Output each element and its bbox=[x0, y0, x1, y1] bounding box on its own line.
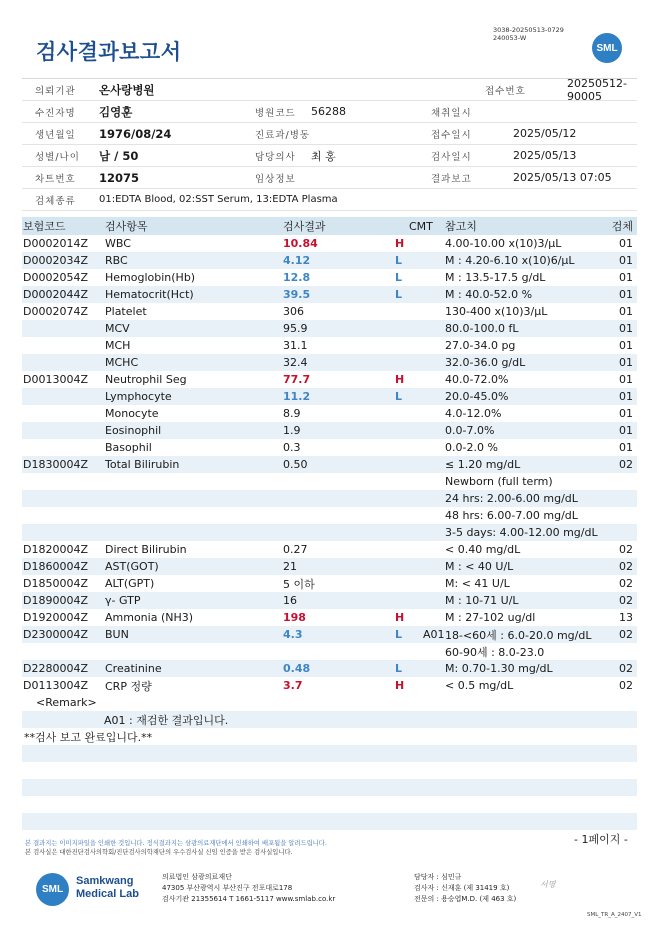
cell-spec: 02 bbox=[619, 560, 633, 573]
blank-row bbox=[22, 796, 637, 813]
info-row bbox=[22, 145, 637, 167]
table-row bbox=[22, 439, 637, 456]
cell-code: D1920004Z bbox=[23, 611, 88, 624]
specimen-label: 검체종류 bbox=[35, 195, 76, 207]
cell-flag: L bbox=[395, 271, 403, 284]
cell-spec: 01 bbox=[619, 254, 633, 267]
info-row bbox=[22, 101, 637, 123]
cell-result: 306 bbox=[283, 305, 304, 318]
cell-name: Total Bilirubin bbox=[105, 458, 180, 471]
collect-label: 채취일시 bbox=[431, 107, 472, 119]
company-name-line-2: Medical Lab bbox=[76, 888, 139, 900]
cell-spec: 02 bbox=[619, 662, 633, 675]
table-row bbox=[22, 609, 637, 626]
cell-code: D0002034Z bbox=[23, 254, 88, 267]
staff-info bbox=[414, 872, 516, 905]
cell-flag: L bbox=[395, 254, 403, 267]
cell-name: Ammonia (NH3) bbox=[105, 611, 194, 624]
notice-line-2: 본 검사실은 대한진단검사의학회/진단검사의학재단의 우수검사실 신임 인증을 받은 검사실입니다. bbox=[25, 849, 293, 856]
end-row bbox=[22, 728, 637, 745]
cell-spec: 01 bbox=[619, 237, 633, 250]
cell-ref: M : 27-102 ug/dl bbox=[445, 611, 536, 624]
cell-result: 0.3 bbox=[283, 441, 301, 454]
cell-code: D0013004Z bbox=[23, 373, 88, 386]
cell-name: Creatinine bbox=[105, 662, 162, 675]
cell-ref: 0.0-2.0 % bbox=[445, 441, 498, 454]
cell-spec: 01 bbox=[619, 407, 633, 420]
staff-line-3: 전문의 : 용승엽M.D. (제 463 호) bbox=[414, 895, 517, 903]
cell-ref: < 0.40 mg/dL bbox=[445, 543, 521, 556]
cell-spec: 02 bbox=[619, 543, 633, 556]
cell-result: 0.48 bbox=[283, 662, 311, 675]
cell-code: D1820004Z bbox=[23, 543, 88, 556]
table-row bbox=[22, 354, 637, 371]
cell-ref: M : < 40 U/L bbox=[445, 560, 514, 573]
signature: 서명 bbox=[540, 880, 556, 889]
cell-name: RBC bbox=[105, 254, 128, 267]
cell-spec: 01 bbox=[619, 356, 633, 369]
cell-result: 12.8 bbox=[283, 271, 311, 284]
clinical-label: 임상정보 bbox=[255, 173, 296, 185]
info-row bbox=[22, 78, 637, 101]
chart-value: 12075 bbox=[99, 170, 140, 185]
doc-code-line-2: 240053-W bbox=[493, 34, 527, 42]
report-value: 2025/05/13 07:05 bbox=[513, 171, 612, 184]
sexage-value: 남 / 50 bbox=[99, 148, 139, 163]
company-name-line-1: Samkwang bbox=[76, 875, 134, 887]
cell-flag: L bbox=[395, 390, 403, 403]
org-contact: 검사기관 21355614 T 1661-5117 www.smlab.co.kr bbox=[162, 895, 336, 903]
org-address: 47305 부산광역시 부산진구 전포대로178 bbox=[162, 884, 293, 892]
cell-ref: 32.0-36.0 g/dL bbox=[445, 356, 526, 369]
cell-spec: 01 bbox=[619, 373, 633, 386]
cell-result: 39.5 bbox=[283, 288, 311, 301]
cell-name: AST(GOT) bbox=[105, 560, 159, 573]
cell-spec: 01 bbox=[619, 322, 633, 335]
chart-label: 차트번호 bbox=[35, 173, 76, 185]
cell-spec: 13 bbox=[619, 611, 633, 624]
cell-spec: 01 bbox=[619, 441, 633, 454]
cell-flag: L bbox=[395, 628, 403, 641]
cell-ref: 40.0-72.0% bbox=[445, 373, 509, 386]
page-number: - 1페이지 - bbox=[574, 833, 628, 846]
table-row bbox=[22, 524, 637, 541]
cell-name: Lymphocyte bbox=[105, 390, 172, 403]
cell-result: 11.2 bbox=[283, 390, 311, 403]
cell-result: 8.9 bbox=[283, 407, 301, 420]
cell-result: 21 bbox=[283, 560, 297, 573]
cell-result: 198 bbox=[283, 611, 306, 624]
cell-name: MCHC bbox=[105, 356, 139, 369]
doctor-label: 담당의사 bbox=[255, 151, 296, 163]
cell-ref: 4.0-12.0% bbox=[445, 407, 502, 420]
table-row bbox=[22, 592, 637, 609]
hosp-code-value: 56288 bbox=[311, 105, 346, 118]
company-name-en bbox=[76, 875, 139, 901]
table-row bbox=[22, 235, 637, 252]
header-result: 검사결과 bbox=[283, 220, 326, 233]
cell-code: D2300004Z bbox=[23, 628, 88, 641]
cell-ref: 130-400 x(10)3/μL bbox=[445, 305, 548, 318]
document-code bbox=[493, 26, 564, 42]
cell-spec: 01 bbox=[619, 339, 633, 352]
cell-flag: H bbox=[395, 237, 405, 250]
cell-result: 5 이하 bbox=[283, 577, 315, 591]
end-text: **검사 보고 완료입니다.** bbox=[24, 730, 153, 744]
receipt-date-label: 접수일시 bbox=[431, 129, 472, 141]
table-row bbox=[22, 337, 637, 354]
report-label: 결과보고 bbox=[431, 173, 472, 185]
table-row bbox=[22, 456, 637, 473]
table-row bbox=[22, 677, 637, 694]
receipt-no-value: 20250512-90005 bbox=[567, 76, 627, 103]
cell-result: 77.7 bbox=[283, 373, 311, 386]
cell-ref: M: 0.70-1.30 mg/dL bbox=[445, 662, 553, 675]
cell-ref: Newborn (full term) bbox=[445, 475, 553, 488]
cell-name: CRP 정량 bbox=[105, 679, 152, 693]
blank-row bbox=[22, 813, 637, 830]
cell-spec: 02 bbox=[619, 577, 633, 590]
org-name: 의료법인 삼광의료재단 bbox=[162, 873, 232, 881]
cell-code: D0002044Z bbox=[23, 288, 88, 301]
cell-result: 31.1 bbox=[283, 339, 308, 352]
dept-label: 진료과/병동 bbox=[255, 129, 311, 141]
cell-spec: 02 bbox=[619, 679, 633, 692]
sexage-label: 성별/나이 bbox=[35, 151, 80, 163]
table-header bbox=[22, 217, 637, 235]
cell-result: 4.3 bbox=[283, 628, 303, 641]
cell-spec: 02 bbox=[619, 458, 633, 471]
table-row bbox=[22, 507, 637, 524]
cell-name: Direct Bilirubin bbox=[105, 543, 187, 556]
specimen-value: 01:EDTA Blood, 02:SST Serum, 13:EDTA Plasma bbox=[99, 194, 338, 205]
staff-line-1: 담당자 : 심민규 bbox=[414, 873, 462, 881]
info-row bbox=[22, 123, 637, 145]
cell-ref: 3-5 days: 4.00-12.00 mg/dL bbox=[445, 526, 598, 539]
cell-name: ALT(GPT) bbox=[105, 577, 155, 590]
cell-name: Platelet bbox=[105, 305, 147, 318]
info-row bbox=[22, 167, 637, 189]
cell-name: Hematocrit(Hct) bbox=[105, 288, 194, 301]
cell-result: 16 bbox=[283, 594, 297, 607]
cell-ref: 48 hrs: 6.00-7.00 mg/dL bbox=[445, 509, 578, 522]
notice-line-1: 본 결과지는 이미지파일을 인쇄한 것입니다. 정식결과지는 삼광의료재단에서 인쇄하여 배포됨을 알려드립니다. bbox=[25, 840, 327, 847]
cell-spec: 01 bbox=[619, 305, 633, 318]
patient-label: 수진자명 bbox=[35, 107, 76, 119]
cell-spec: 01 bbox=[619, 424, 633, 437]
header-ref: 참고치 bbox=[445, 220, 477, 233]
cell-ref: 27.0-34.0 pg bbox=[445, 339, 516, 352]
hosp-code-label: 병원코드 bbox=[255, 107, 296, 119]
cell-ref: M: < 41 U/L bbox=[445, 577, 510, 590]
dob-label: 생년월일 bbox=[35, 129, 76, 141]
page-title: 검사결과보고서 bbox=[36, 40, 182, 64]
blank-row bbox=[22, 779, 637, 796]
table-row bbox=[22, 660, 637, 677]
header-cmt: CMT bbox=[409, 219, 433, 233]
cell-flag: H bbox=[395, 611, 405, 624]
table-row bbox=[22, 320, 637, 337]
header-code: 보험코드 bbox=[23, 220, 66, 233]
cell-cmt: A01 bbox=[423, 628, 445, 641]
cell-result: 95.9 bbox=[283, 322, 308, 335]
blank-row bbox=[22, 762, 637, 779]
cell-flag: L bbox=[395, 288, 403, 301]
cell-ref: M : 10-71 U/L bbox=[445, 594, 519, 607]
organization-info bbox=[162, 872, 335, 905]
table-row bbox=[22, 558, 637, 575]
cell-spec: 01 bbox=[619, 288, 633, 301]
patient-value: 김영훈 bbox=[99, 104, 133, 119]
cell-name: Eosinophil bbox=[105, 424, 162, 437]
test-date-label: 검사일시 bbox=[431, 151, 472, 163]
staff-line-2: 검사자 : 신재훈 (제 31419 호) bbox=[414, 884, 510, 892]
hospital-label: 의뢰기관 bbox=[35, 85, 76, 97]
header-name: 검사항목 bbox=[105, 220, 148, 233]
blank-row bbox=[22, 745, 637, 762]
cell-name: MCV bbox=[105, 322, 130, 335]
table-row bbox=[22, 643, 637, 660]
table-row bbox=[22, 541, 637, 558]
cell-code: D1860004Z bbox=[23, 560, 88, 573]
table-row bbox=[22, 371, 637, 388]
cell-spec: 01 bbox=[619, 271, 633, 284]
table-row bbox=[22, 422, 637, 439]
form-code: SML_TR_A_2407_V1 bbox=[587, 912, 642, 918]
table-row bbox=[22, 473, 637, 490]
cell-code: D0002054Z bbox=[23, 271, 88, 284]
cell-result: 0.27 bbox=[283, 543, 308, 556]
cell-name: BUN bbox=[105, 628, 129, 641]
cell-code: D0113004Z bbox=[23, 679, 88, 692]
remark-detail-row bbox=[22, 711, 637, 728]
doc-code-line-1: 3038-20250513-0729 bbox=[493, 26, 564, 34]
cell-ref: M : 4.20-6.10 x(10)6/μL bbox=[445, 254, 575, 267]
test-date-value: 2025/05/13 bbox=[513, 149, 577, 162]
cell-ref: ≤ 1.20 mg/dL bbox=[445, 458, 521, 471]
hospital-value: 온사랑병원 bbox=[99, 82, 155, 97]
cell-ref: < 0.5 mg/dL bbox=[445, 679, 514, 692]
cell-ref: 20.0-45.0% bbox=[445, 390, 509, 403]
cell-name: MCH bbox=[105, 339, 131, 352]
cell-code: D2280004Z bbox=[23, 662, 88, 675]
table-row bbox=[22, 303, 637, 320]
cell-code: D1890004Z bbox=[23, 594, 88, 607]
cell-spec: 02 bbox=[619, 594, 633, 607]
info-row bbox=[22, 189, 637, 211]
receipt-date-value: 2025/05/12 bbox=[513, 127, 577, 140]
table-row bbox=[22, 626, 637, 643]
cell-spec: 01 bbox=[619, 390, 633, 403]
cell-ref: 0.0-7.0% bbox=[445, 424, 495, 437]
table-row bbox=[22, 490, 637, 507]
cell-flag: H bbox=[395, 373, 405, 386]
cell-name: Basophil bbox=[105, 441, 152, 454]
cell-name: Neutrophil Seg bbox=[105, 373, 187, 386]
table-row bbox=[22, 286, 637, 303]
table-row bbox=[22, 252, 637, 269]
cell-flag: H bbox=[395, 679, 405, 692]
footer-notice bbox=[25, 839, 327, 857]
cell-name: γ- GTP bbox=[105, 594, 141, 607]
sml-logo: SML bbox=[592, 33, 622, 63]
patient-info-section bbox=[22, 78, 637, 211]
cell-name: Hemoglobin(Hb) bbox=[105, 271, 196, 284]
cell-result: 4.12 bbox=[283, 254, 311, 267]
cell-name: Monocyte bbox=[105, 407, 159, 420]
cell-result: 10.84 bbox=[283, 237, 318, 250]
cell-spec: 02 bbox=[619, 628, 633, 641]
dob-value: 1976/08/24 bbox=[99, 126, 172, 141]
cell-code: D1830004Z bbox=[23, 458, 88, 471]
table-row bbox=[22, 269, 637, 286]
doctor-value: 최 홍 bbox=[311, 149, 336, 163]
receipt-no-label: 접수번호 bbox=[485, 85, 526, 97]
remark-title: <Remark> bbox=[36, 696, 97, 709]
cell-ref: 4.00-10.00 x(10)3/μL bbox=[445, 237, 562, 250]
table-row bbox=[22, 405, 637, 422]
sml-footer-logo: SML bbox=[36, 873, 69, 906]
cell-ref: 80.0-100.0 fL bbox=[445, 322, 519, 335]
cell-ref: 60-90세 : 8.0-23.0 bbox=[445, 645, 545, 659]
table-row bbox=[22, 388, 637, 405]
cell-ref: M : 40.0-52.0 % bbox=[445, 288, 533, 301]
cell-code: D0002014Z bbox=[23, 237, 88, 250]
cell-flag: L bbox=[395, 662, 403, 675]
table-row bbox=[22, 575, 637, 592]
cell-ref: M : 13.5-17.5 g/dL bbox=[445, 271, 546, 284]
cell-result: 0.50 bbox=[283, 458, 308, 471]
remark-text: A01 : 재검한 결과입니다. bbox=[104, 713, 229, 727]
cell-ref: 18-<60세 : 6.0-20.0 mg/dL bbox=[445, 628, 592, 642]
cell-result: 32.4 bbox=[283, 356, 308, 369]
table-body bbox=[22, 235, 637, 694]
remark-row bbox=[22, 694, 637, 711]
cell-name: WBC bbox=[105, 237, 131, 250]
cell-code: D1850004Z bbox=[23, 577, 88, 590]
cell-ref: 24 hrs: 2.00-6.00 mg/dL bbox=[445, 492, 578, 505]
cell-result: 3.7 bbox=[283, 679, 303, 692]
cell-result: 1.9 bbox=[283, 424, 301, 437]
cell-code: D0002074Z bbox=[23, 305, 88, 318]
header-spec: 검체 bbox=[611, 220, 633, 233]
results-table bbox=[22, 217, 637, 830]
